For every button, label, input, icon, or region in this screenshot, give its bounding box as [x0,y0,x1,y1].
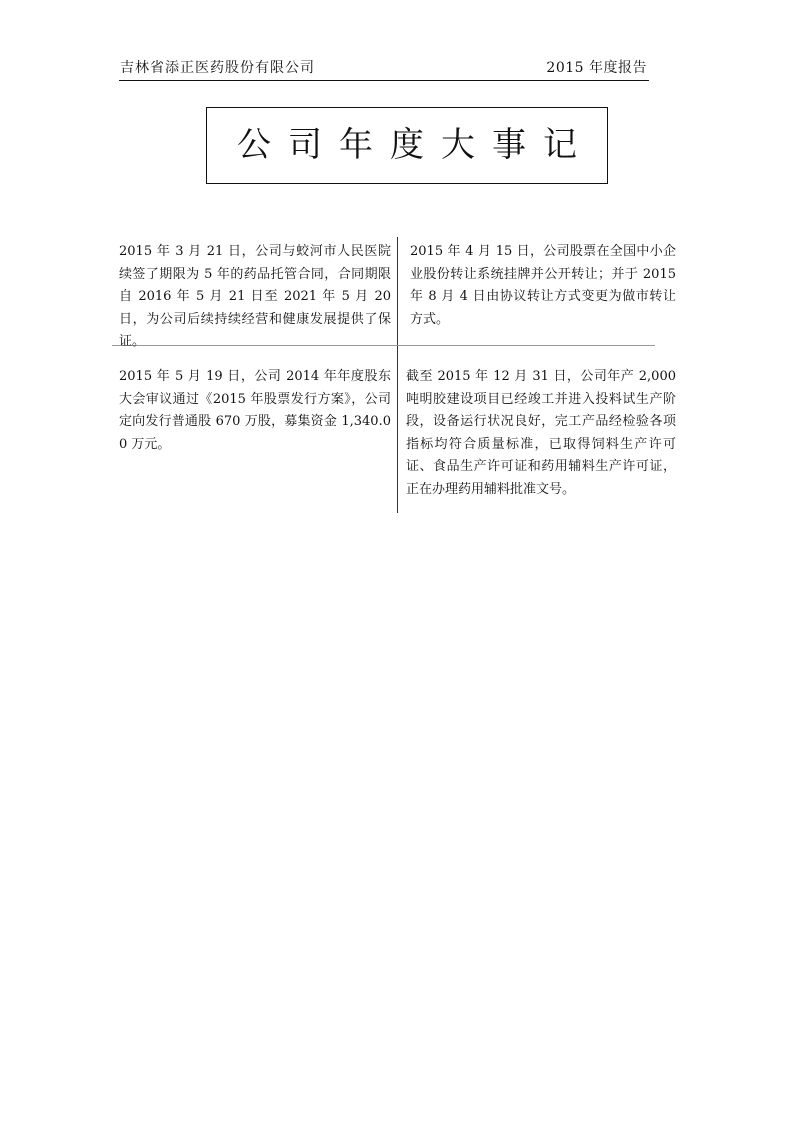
page-title: 公司年度大事记 [237,125,594,165]
report-year-label: 2015 年度报告 [546,60,647,76]
page-header [119,58,649,81]
event-item: 2015 年 3 月 21 日，公司与蛟河市人民医院续签了期限为 5 年的药品托管合同，合同期限自 2016 年 5 月 21 日至 2021 年 5 月 20 日，为公司后续持续经营和健康发展提供了保证。 [119,244,391,349]
event-item: 截至 2015 年 12 月 31 日，公司年产 2,000 吨明胶建设项目已经竣工并进入投料试生产阶段，设备运行状况良好，完工产品经检验各项指标均符合质量标准，已取得饲料生产许可证、食品生产许可证和药用辅料生产许可证，正在办理药用辅料批准文号。 [406,369,676,497]
column-divider [397,237,398,513]
event-item: 2015 年 5 月 19 日，公司 2014 年年度股东大会审议通过《2015 年股票发行方案》，公司定向发行普通股 670 万股，募集资金 1,340.00 万元。 [119,369,391,452]
title-box [206,107,608,184]
events-grid [112,237,676,513]
event-item: 2015 年 4 月 15 日，公司股票在全国中小企业股份转让系统挂牌并公开转让；并于 2015 年 8 月 4 日由协议转让方式变更为做市转让方式。 [410,244,676,327]
company-name: 吉林省添正医药股份有限公司 [120,60,315,76]
